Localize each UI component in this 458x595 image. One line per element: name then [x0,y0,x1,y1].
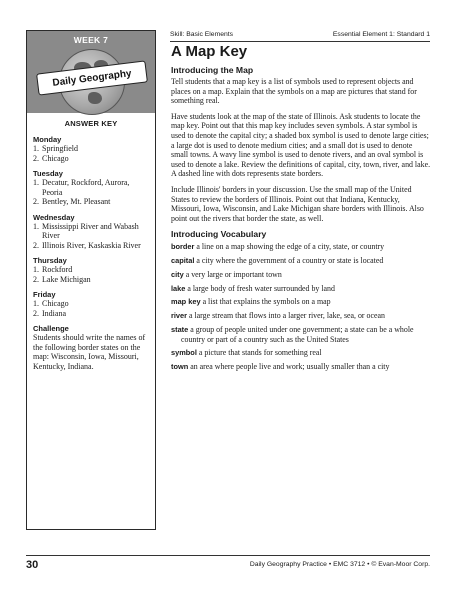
intro-heading: Introducing the Map [171,65,254,75]
answer-text: Rockford [42,265,73,274]
vocab-term: town [171,362,189,372]
vocab-item [171,325,431,344]
vocab-definition: a large body of fresh water surrounded by land [187,283,335,293]
answer-key-title: ANSWER KEY [64,119,118,128]
vocab-term: river [171,311,188,321]
week-label: WEEK 7 [73,35,109,45]
vocab-heading: Introducing Vocabulary [171,229,267,240]
answer-item [33,144,151,154]
answer-text: Chicago [42,299,69,308]
vocab-term: lake [171,283,186,293]
answer-number: 2. [33,240,39,250]
day-title: Friday [33,290,56,299]
intro-paragraph: Tell students that a map key is a list of symbols used to represent objects and places on a map. Explain that the symbols on a map are pictures that stand for something real. [171,77,417,106]
vocab-item [171,270,431,280]
vocab-item [171,362,431,372]
vocab-term: state [171,325,189,334]
vocab-term: city [171,269,184,279]
vocab-item [171,242,431,252]
answer-key-body [33,135,151,377]
day-title: Thursday [33,256,67,265]
answer-item [33,222,151,241]
answer-text: Indiana [42,308,66,318]
daily-geography-logo: Daily Geography [36,60,148,95]
standard-label: Essential Element 1: Standard 1 [332,31,430,38]
vocab-term: symbol [171,348,197,358]
vocab-definition: a list that explains the symbols on a map [202,297,331,307]
answer-text: Illinois River, Kaskaskia River [42,240,141,250]
answer-item [33,197,151,207]
vocab-definition: a line on a map showing the edge of a city, state, or country [196,242,385,252]
answer-item [33,299,151,309]
answer-number: 1. [33,144,39,153]
footer-divider [26,555,430,556]
answer-number: 1. [33,221,39,231]
day-block-monday [33,135,151,163]
borders-paragraph: Include Illinois' borders in your discussion. Use the small map of the United States to review the borders of Illinois. Point out that Indiana, Kentucky, Missouri, Iowa, Wisconsin, and Lake Michigan share borders with Illinois. Also point out the rivers that border the state, as well. [171,184,424,223]
answer-item [33,241,151,251]
vocabulary-list [171,242,431,371]
landmass-shape [88,92,102,104]
vocab-item [171,311,431,321]
day-block-friday [33,290,151,318]
answer-item [33,275,151,285]
day-title: Monday [33,135,62,144]
vocab-definition: a large stream that flows into a larger river, lake, sea, or ocean [189,311,385,321]
vocab-definition: an area where people live and work; usually smaller than a city [190,362,390,372]
vocab-item [171,348,431,358]
answer-number: 1. [33,178,39,187]
answer-text: Bentley, Mt. Pleasant [42,197,111,206]
day-block-wednesday [33,213,151,251]
answer-number: 2. [33,197,39,206]
challenge-block [33,324,151,371]
map-key-paragraph: Have students look at the map of the state of Illinois. Ask students to locate the map key. Point out that this map key includes seven symbols. A star symbol is used to denote the capital city; a shaded box symbol is used to denote large cities; a large dot is used to denote medium cities; and a small dot is used to denote small towns. A wavy line symbol is used to denote rivers, and an oval symbol is used to denote a lake. Review the definitions of capital, city, town, river, and lake. A dashed line with dots represents state borders. [171,111,431,179]
vocab-definition: a very large or important town [185,269,282,279]
day-title: Wednesday [33,212,75,222]
page-title: A Map Key [171,43,248,60]
vocab-item [171,256,431,266]
page-number: 30 [26,559,39,571]
vocab-definition: a group of people united under one government; a state can be a whole country or part of a country such as the United States [181,325,414,344]
answer-text: Springfield [42,144,78,153]
vocab-term: border [171,242,195,252]
vocab-definition: a city where the government of a country or state is located [196,256,384,266]
answer-number: 1. [33,265,39,274]
answer-text: Mississippi River and Wabash River [42,221,139,240]
answer-item [33,154,151,164]
challenge-title: Challenge [33,324,69,333]
skill-label: Skill: Basic Elements [170,31,234,38]
answer-number: 2. [33,308,39,318]
vocab-definition: a picture that stands for something real [198,348,322,358]
answer-text: Lake Michigan [42,274,91,284]
answer-key-sidebar [26,30,156,530]
challenge-text: Students should write the names of the following border states on the map: Wisconsin, Iowa, Missouri, Kentucky, Indiana. [33,333,146,371]
answer-item [33,309,151,319]
vocab-item [171,284,431,294]
sidebar-header [27,31,155,113]
vocab-term: capital [171,256,195,266]
main-content [171,42,431,376]
day-block-tuesday [33,169,151,207]
answer-number: 2. [33,274,39,284]
page-header [170,30,430,42]
day-title: Tuesday [33,169,63,178]
day-block-thursday [33,256,151,284]
answer-text: Chicago [42,153,69,163]
answer-item [33,178,151,197]
answer-text: Decatur, Rockford, Aurora, Peoria [42,178,130,197]
footer-credit: Daily Geography Practice • EMC 3712 • © Evan-Moor Corp. [249,561,430,568]
answer-number: 2. [33,153,39,163]
vocab-term: map key [171,297,201,307]
vocab-item [171,297,431,307]
answer-item [33,265,151,275]
answer-number: 1. [33,299,39,308]
